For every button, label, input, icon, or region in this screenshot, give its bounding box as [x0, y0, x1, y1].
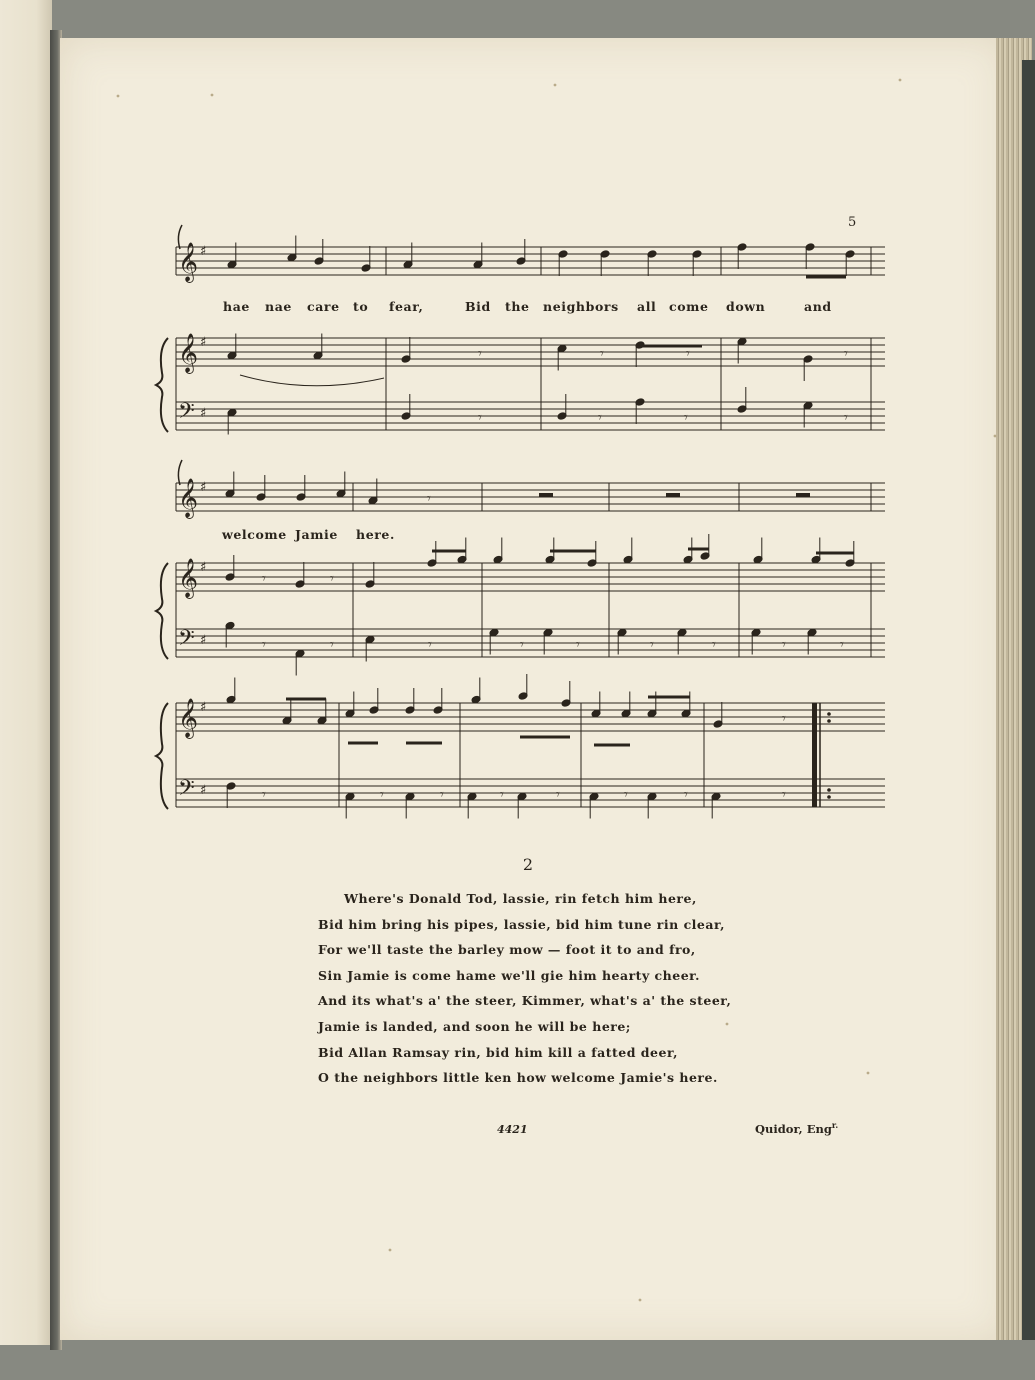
rest: 𝄾 [686, 346, 690, 362]
repeat-dot [827, 719, 831, 723]
treble-clef: 𝄞 [178, 558, 199, 598]
lyric-word: all [637, 299, 657, 314]
lyric-word: nae [265, 299, 292, 314]
rest: 𝄾 [782, 711, 786, 727]
brace [156, 338, 168, 432]
bass-clef: 𝄢 [178, 776, 195, 806]
rest: 𝄾 [520, 637, 524, 653]
key-signature-sharp: ♯ [200, 783, 207, 798]
brace [156, 563, 168, 659]
lyric-word: hae [223, 299, 250, 314]
paper-speck [554, 84, 557, 87]
rest: 𝄾 [500, 787, 504, 803]
rest: 𝄾 [844, 346, 848, 362]
verse-line: Sin Jamie is come hame we'll gie him hearty cheer. [318, 967, 700, 983]
verse-number: 2 [522, 855, 534, 874]
page-number: 5 [848, 215, 857, 230]
whole-rest [539, 493, 553, 497]
lyric-word: and [804, 299, 832, 314]
treble-clef: 𝄞 [178, 242, 199, 282]
repeat-dot [827, 712, 831, 716]
lyric-word: here. [356, 527, 395, 542]
key-signature-sharp: ♯ [200, 700, 207, 715]
rest: 𝄾 [598, 410, 602, 426]
lyric-word: to [353, 299, 369, 314]
paper-speck [211, 94, 214, 97]
clefs [178, 242, 206, 806]
rest: 𝄾 [478, 346, 482, 362]
lyrics-system-1 [223, 299, 832, 314]
rest: 𝄾 [782, 637, 786, 653]
paper-speck [389, 1249, 392, 1252]
rest: 𝄾 [684, 787, 688, 803]
rest: 𝄾 [844, 410, 848, 426]
engraver-suffix: r. [831, 1120, 839, 1130]
verse-line: Bid him bring his pipes, lassie, bid him tune rin clear, [318, 916, 726, 932]
rest: 𝄾 [576, 637, 580, 653]
bass-clef: 𝄢 [178, 626, 195, 656]
rest: 𝄾 [262, 571, 266, 587]
rest: 𝄾 [712, 637, 716, 653]
treble-clef: 𝄞 [178, 478, 199, 518]
key-signature-sharp: ♯ [200, 406, 207, 421]
plate-number: 4421 [497, 1123, 528, 1136]
paper-speck [899, 79, 902, 82]
paper-speck [117, 95, 120, 98]
repeat-dot [827, 795, 831, 799]
rest: 𝄾 [330, 571, 334, 587]
key-signature-sharp: ♯ [200, 244, 207, 259]
rest: 𝄾 [624, 787, 628, 803]
lyric-word: neighbors [543, 299, 619, 314]
key-signature-sharp: ♯ [200, 560, 207, 575]
whole-rest [796, 493, 810, 497]
lyric-word: care [307, 299, 340, 314]
repeat-dot [827, 788, 831, 792]
rest: 𝄾 [262, 637, 266, 653]
lyric-word: down [726, 299, 766, 314]
lyric-word: fear, [389, 299, 424, 314]
notes [117, 79, 997, 1302]
rest: 𝄾 [782, 787, 786, 803]
engraver-name: Quidor, Eng [755, 1121, 832, 1136]
rest: 𝄾 [427, 491, 431, 507]
lyric-word: welcome [222, 527, 287, 542]
lyrics-system-2 [221, 527, 395, 542]
lyric-word: come [669, 299, 709, 314]
verse-block [318, 855, 818, 1091]
verse-line: Where's Donald Tod, lassie, rin fetch him here, [344, 891, 697, 906]
rest: 𝄾 [650, 637, 654, 653]
key-signature-sharp: ♯ [200, 633, 207, 648]
rest: 𝄾 [600, 346, 604, 362]
brace [156, 703, 168, 809]
lyric-word: Jamie [295, 527, 338, 542]
slur [240, 375, 384, 386]
rest: 𝄾 [330, 637, 334, 653]
key-signature-sharp: ♯ [200, 480, 207, 495]
rest: 𝄾 [684, 410, 688, 426]
verse-line: And its what's a' the steer, Kimmer, what's a' the steer, [318, 993, 732, 1009]
engraver-credit [755, 1120, 838, 1136]
whole-rest [666, 493, 680, 497]
key-signature-sharp: ♯ [200, 335, 207, 350]
rest: 𝄾 [428, 637, 432, 653]
verse-line: For we'll taste the barley mow — foot it to and fro, [318, 942, 696, 958]
paper-speck [867, 1072, 870, 1075]
lyric-word: Bid [465, 299, 491, 314]
verse-line: O the neighbors little ken how welcome Jamie's here. [318, 1070, 718, 1086]
paper-speck [639, 1299, 642, 1302]
verse-line: Jamie is landed, and soon he will be here; [318, 1018, 631, 1034]
bass-clef: 𝄢 [178, 399, 195, 429]
treble-clef: 𝄞 [178, 698, 199, 738]
final-barline [812, 703, 817, 807]
rest: 𝄾 [262, 787, 266, 803]
rest: 𝄾 [556, 787, 560, 803]
lyric-word: the [505, 299, 530, 314]
rest: 𝄾 [840, 637, 844, 653]
verse-line: Bid Allan Ramsay rin, bid him kill a fatted deer, [318, 1044, 678, 1060]
rest: 𝄾 [440, 787, 444, 803]
paper-speck [994, 435, 997, 438]
treble-clef: 𝄞 [178, 333, 199, 373]
rest: 𝄾 [380, 787, 384, 803]
rest: 𝄾 [478, 410, 482, 426]
